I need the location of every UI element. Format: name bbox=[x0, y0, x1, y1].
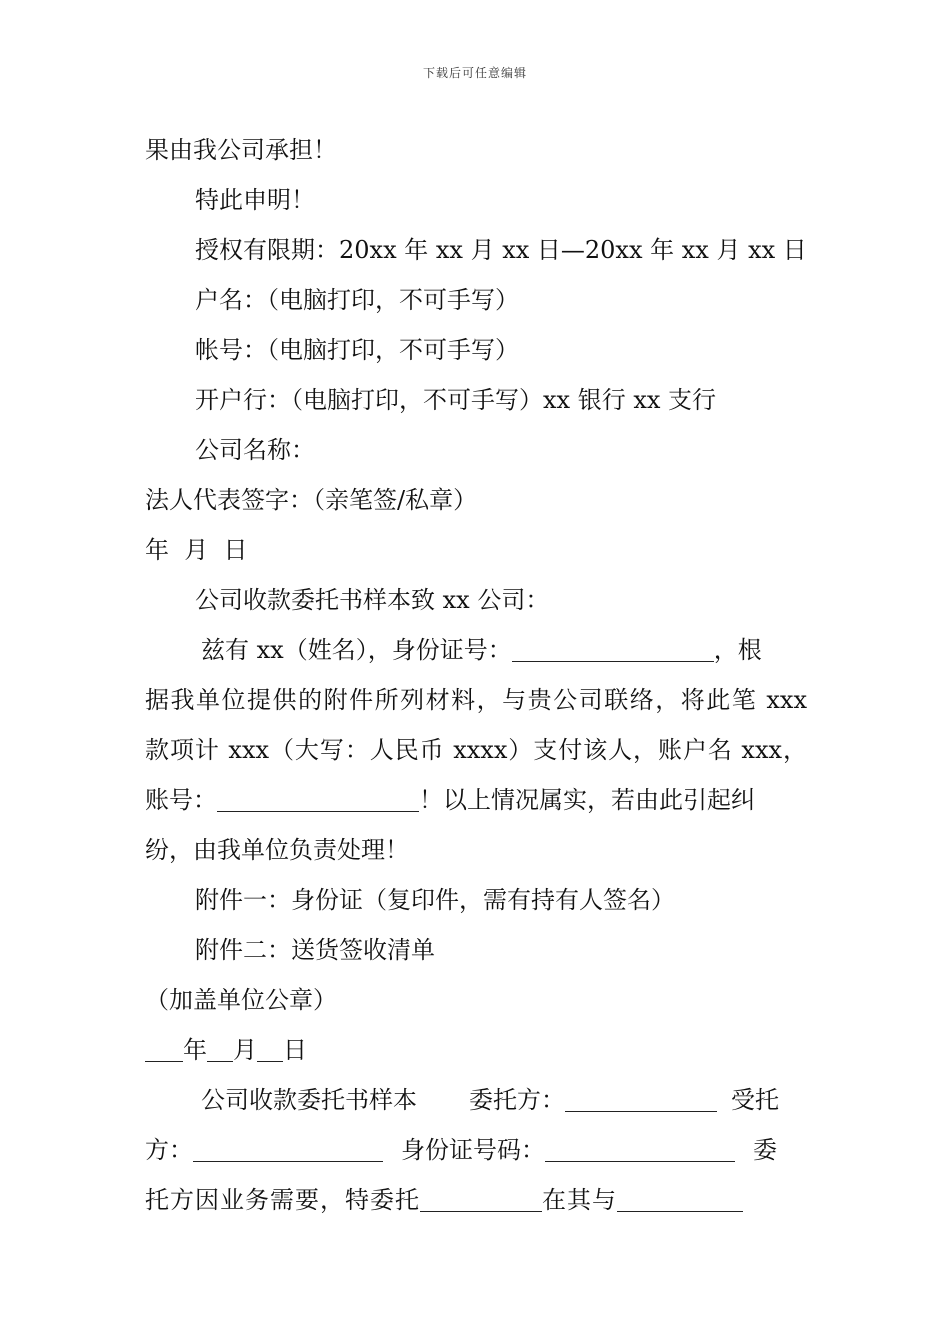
paragraph-line bbox=[145, 1175, 807, 1225]
day-blank bbox=[257, 1031, 283, 1062]
paragraph-line bbox=[145, 775, 807, 825]
paragraph-line: 款项计 xxx（大写：人民币 xxxx）支付该人，账户名 xxx， bbox=[145, 736, 807, 764]
paragraph-line bbox=[145, 625, 807, 675]
paragraph-text: 账号： bbox=[145, 786, 217, 814]
paragraph-text: 受托 bbox=[731, 1086, 779, 1114]
paragraph-text: 委 bbox=[753, 1136, 777, 1164]
bank-name: 开户行：（电脑打印，不可手写）xx 银行 xx 支行 bbox=[195, 386, 717, 414]
month-label: 月 bbox=[233, 1036, 257, 1064]
paragraph-text: 兹有 xx（姓名），身份证号： bbox=[201, 636, 512, 664]
paragraph-text: ，根 bbox=[713, 636, 762, 664]
section-title: 公司收款委托书样本 bbox=[201, 1086, 417, 1114]
principal-blank bbox=[565, 1081, 717, 1112]
paragraph-text: 身份证号码： bbox=[401, 1136, 545, 1164]
attachment-2: 附件二：送货签收清单 bbox=[195, 936, 435, 964]
id-code-blank bbox=[545, 1131, 735, 1162]
trustee-blank bbox=[420, 1181, 542, 1212]
legal-rep-signature: 法人代表签字：（亲笔签/私章） bbox=[145, 486, 478, 514]
year-blank bbox=[145, 1031, 183, 1062]
paragraph-text: ！以上情况属实，若由此引起纠 bbox=[419, 786, 755, 814]
id-number-blank bbox=[512, 631, 714, 662]
paragraph-line bbox=[145, 1125, 807, 1175]
document-body bbox=[145, 125, 807, 1225]
paragraph-text: 委托方： bbox=[469, 1086, 565, 1114]
month-blank bbox=[207, 1031, 233, 1062]
page-header: 下载后可任意编辑 bbox=[422, 66, 527, 80]
paragraph-line: 特此申明！ bbox=[195, 186, 315, 214]
attachment-1: 附件一：身份证（复印件，需有持有人签名） bbox=[195, 886, 675, 914]
paragraph-line bbox=[145, 1075, 807, 1125]
company-name: 公司名称： bbox=[195, 436, 315, 464]
paragraph-text: 托方因业务需要，特委托 bbox=[145, 1186, 420, 1214]
date-blank-line bbox=[145, 1025, 807, 1075]
date-line: 年 月 日 bbox=[145, 536, 248, 564]
seal-note: （加盖单位公章） bbox=[145, 986, 337, 1014]
authorization-period: 授权有限期：20xx 年 xx 月 xx 日—20xx 年 xx 月 xx 日 bbox=[195, 236, 807, 264]
paragraph-line: 纷，由我单位负责处理！ bbox=[145, 836, 409, 864]
paragraph-line: 果由我公司承担！ bbox=[145, 136, 337, 164]
account-blank bbox=[217, 781, 419, 812]
account-number: 帐号：（电脑打印，不可手写） bbox=[195, 336, 519, 364]
section-title: 公司收款委托书样本致 xx 公司： bbox=[195, 586, 550, 614]
party-blank bbox=[617, 1181, 743, 1212]
account-name: 户名：（电脑打印，不可手写） bbox=[195, 286, 519, 314]
agent-blank bbox=[193, 1131, 383, 1162]
day-label: 日 bbox=[283, 1036, 307, 1064]
paragraph-text: 在其与 bbox=[542, 1186, 617, 1214]
paragraph-line: 据我单位提供的附件所列材料，与贵公司联络，将此笔 xxx bbox=[145, 686, 807, 714]
year-label: 年 bbox=[183, 1036, 207, 1064]
paragraph-text: 方： bbox=[145, 1136, 193, 1164]
